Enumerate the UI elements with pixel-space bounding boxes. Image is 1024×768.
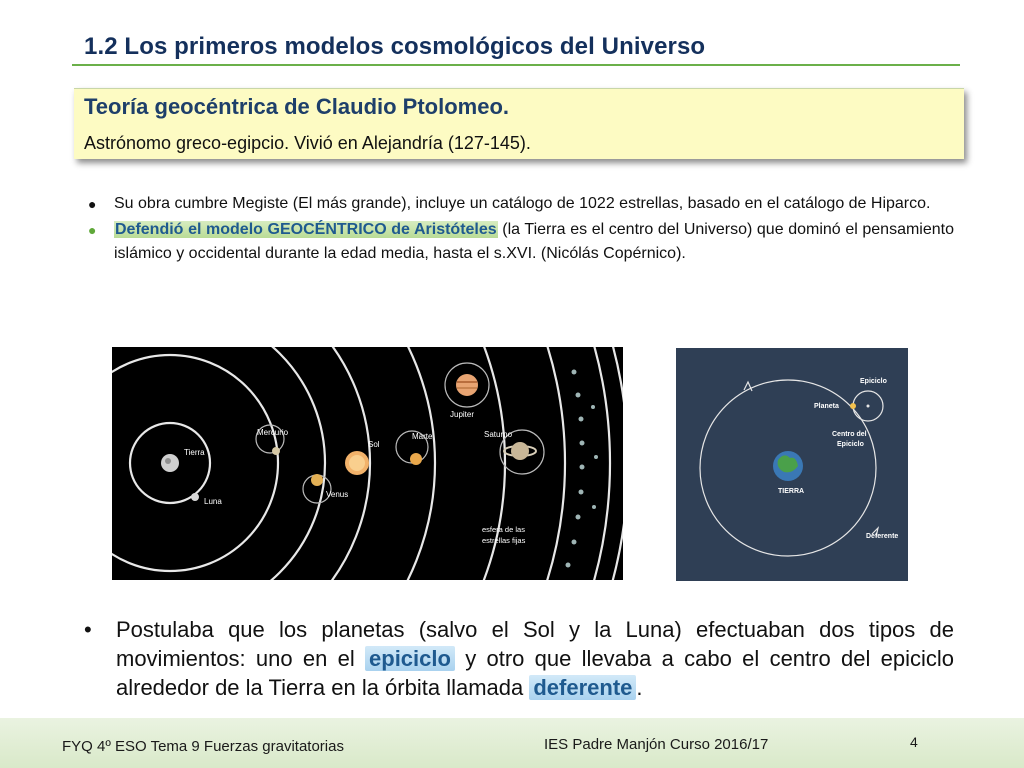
epicycle-diagram [676, 348, 908, 581]
bullet-text: y otro que llevaba a cabo el centro del epiciclo alrededor de la Tierra en la órbita llamada [116, 646, 954, 700]
label-tierra: Tierra [184, 448, 205, 457]
mars-icon [410, 453, 422, 465]
label-esfera-2: estrellas fijas [482, 536, 526, 545]
label-saturno: Saturno [484, 430, 513, 439]
list-item [84, 192, 954, 216]
label-jupiter: Jupiter [450, 410, 475, 419]
bullet-icon: • [84, 617, 92, 642]
bullet-text: Su obra cumbre Megiste (El más grande), incluye un catálogo de 1022 estrellas, basado en el catálogo de Hiparco. [114, 195, 931, 212]
venus-icon [311, 474, 323, 486]
highlighted-text: Defendió el modelo GEOCÉNTRICO de Aristóteles [115, 221, 497, 238]
bullet-list [84, 192, 954, 268]
bullet-icon: ● [88, 222, 97, 238]
bullet-text: . [636, 675, 643, 700]
label-deferente: Deferente [866, 533, 899, 540]
page-number: 4 [910, 734, 918, 750]
bullet-icon: ● [88, 196, 97, 212]
callout-heading: Teoría geocéntrica de Claudio Ptolomeo. [84, 94, 510, 119]
geocentric-diagram [112, 347, 623, 580]
label-luna: Luna [204, 497, 222, 506]
jupiter-icon [456, 374, 478, 396]
label-mercurio: Mercurio [257, 428, 289, 437]
footer-course: FYQ 4º ESO Tema 9 Fuerzas gravitatorias [62, 738, 344, 755]
title-divider [72, 64, 960, 66]
moon-icon [191, 493, 199, 501]
label-venus: Venus [326, 490, 349, 499]
label-epiciclo: Epiciclo [860, 378, 887, 385]
term-epiciclo: epiciclo [365, 646, 455, 671]
callout-box [74, 88, 964, 159]
label-centro-1: Centro del [832, 431, 867, 438]
mercury-icon [272, 447, 280, 455]
term-deferente: deferente [529, 675, 636, 700]
label-centro-2: Epiciclo [837, 441, 864, 448]
slide-title: 1.2 Los primeros modelos cosmológicos del Universo [84, 33, 706, 60]
bullet-text: (la Tierra es el centro del Universo) que dominó el pensamiento islámico y occidental durante la edad media, hasta el s.XVI. (Nicólás Copérnico). [114, 221, 954, 262]
label-esfera-1: esfera de las [482, 525, 525, 534]
planet-icon [850, 403, 856, 409]
label-marte: Marte [412, 432, 433, 441]
main-bullet [84, 615, 954, 702]
list-item [84, 218, 954, 266]
label-planeta: Planeta [814, 403, 839, 410]
footer-school: IES Padre Manjón Curso 2016/17 [544, 736, 769, 753]
footer-bar [0, 718, 1024, 768]
bullet-text: Postulaba que los planetas (salvo el Sol y la Luna) efectuaban dos tipos de movimientos: uno en el [116, 617, 954, 671]
label-tierra: TIERRA [778, 488, 805, 495]
label-sol: Sol [368, 440, 380, 449]
callout-subheading: Astrónomo greco-egipcio. Vivió en Alejandría (127-145). [84, 133, 531, 153]
